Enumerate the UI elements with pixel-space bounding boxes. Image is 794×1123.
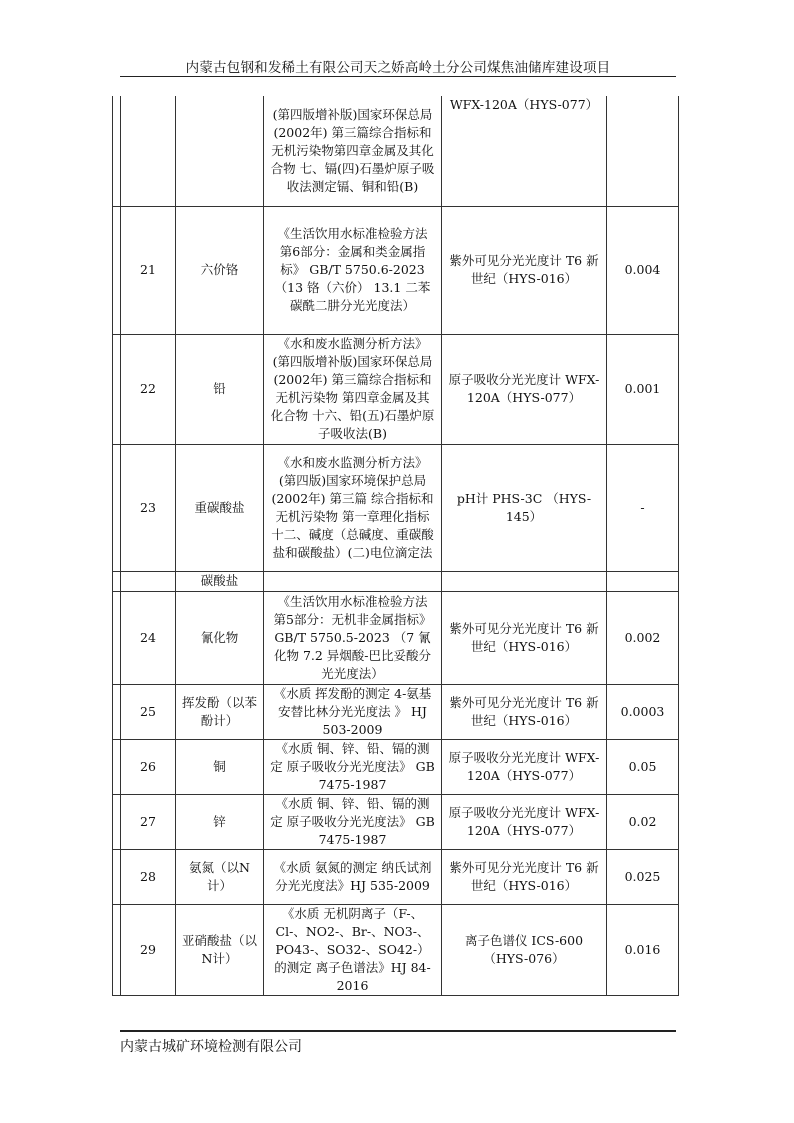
item-cell: 重碳酸盐 (176, 444, 264, 571)
item-cell: 锌 (176, 794, 264, 849)
instrument-cell: 紫外可见分光光度计 T6 新世纪（HYS-016） (442, 849, 607, 904)
row-number-cell: 24 (121, 591, 176, 684)
instrument-cell: 原子吸收分光光度计 WFX-120A（HYS-077） (442, 739, 607, 794)
row-number-cell: 22 (121, 334, 176, 444)
table-row (113, 96, 679, 206)
row-number-cell (121, 571, 176, 591)
item-cell: 碳酸盐 (176, 571, 264, 591)
method-cell: 《水和废水监测分析方法》(第四版增补版)国家环保总局(2002年) 第三篇综合指标和无机污染物 第四章金属及其化合物 十六、铅(五)石墨炉原子吸收法(B) (264, 334, 442, 444)
row-number-cell: 28 (121, 849, 176, 904)
method-cell: 《水质 无机阴离子（F-、Cl-、NO2-、Br-、NO3-、PO43-、SO32-、SO42-）的测定 离子色谱法》HJ 84-2016 (264, 904, 442, 995)
method-cell: 《生活饮用水标准检验方法 第6部分：金属和类金属指标》 GB/T 5750.6-2023 （13 铬（六价） 13.1 二苯碳酰二肼分光光度法） (264, 206, 442, 334)
footer-company: 内蒙古城矿环境检测有限公司 (120, 1039, 302, 1055)
table-row (113, 684, 679, 739)
table-row (113, 571, 679, 591)
table-row (113, 849, 679, 904)
row-number-cell (121, 96, 176, 206)
table-row (113, 591, 679, 684)
limit-cell (607, 96, 679, 206)
row-number-cell: 21 (121, 206, 176, 334)
method-cell: 《水质 氨氮的测定 纳氏试剂分光光度法》HJ 535-2009 (264, 849, 442, 904)
method-cell: 《水质 铜、锌、铅、镉的测定 原子吸收分光光度法》 GB 7475-1987 (264, 794, 442, 849)
method-cell: 《水质 挥发酚的测定 4-氨基安替比林分光光度法 》 HJ 503-2009 (264, 684, 442, 739)
table-row (113, 739, 679, 794)
item-cell: 铜 (176, 739, 264, 794)
limit-cell: - (607, 444, 679, 571)
item-cell: 铅 (176, 334, 264, 444)
left-margin-cell (113, 849, 121, 904)
page-header-title: 内蒙古包钢和发稀土有限公司天之娇高岭土分公司煤焦油储库建设项目 (185, 60, 611, 76)
table-row (113, 904, 679, 995)
limit-cell: 0.05 (607, 739, 679, 794)
left-margin-cell (113, 684, 121, 739)
limit-cell: 0.016 (607, 904, 679, 995)
instrument-cell: 离子色谱仪 ICS-600 （HYS-076） (442, 904, 607, 995)
left-margin-cell (113, 96, 121, 206)
instrument-cell: 紫外可见分光光度计 T6 新世纪（HYS-016） (442, 591, 607, 684)
instrument-cell: 紫外可见分光光度计 T6 新世纪（HYS-016） (442, 684, 607, 739)
row-number-cell: 25 (121, 684, 176, 739)
instrument-cell: pH计 PHS-3C （HYS-145） (442, 444, 607, 571)
item-cell: 氰化物 (176, 591, 264, 684)
left-margin-cell (113, 591, 121, 684)
row-number-cell: 29 (121, 904, 176, 995)
left-margin-cell (113, 571, 121, 591)
row-number-cell: 26 (121, 739, 176, 794)
left-margin-cell (113, 904, 121, 995)
table-row (113, 444, 679, 571)
left-margin-cell (113, 206, 121, 334)
instrument-cell: 紫外可见分光光度计 T6 新世纪（HYS-016） (442, 206, 607, 334)
limit-cell: 0.0003 (607, 684, 679, 739)
limit-cell: 0.004 (607, 206, 679, 334)
method-cell: (第四版增补版)国家环保总局(2002年) 第三篇综合指标和无机污染物第四章金属及其化合物 七、镉(四)石墨炉原子吸收法测定镉、铜和铅(B) (264, 96, 442, 206)
instrument-cell: WFX-120A（HYS-077） (442, 96, 607, 206)
instrument-cell: 原子吸收分光光度计 WFX-120A（HYS-077） (442, 334, 607, 444)
item-cell: 氨氮（以N计） (176, 849, 264, 904)
header-divider (120, 76, 676, 77)
left-margin-cell (113, 444, 121, 571)
limit-cell (607, 571, 679, 591)
left-margin-cell (113, 334, 121, 444)
table-row (113, 794, 679, 849)
row-number-cell: 27 (121, 794, 176, 849)
table-row (113, 206, 679, 334)
left-margin-cell (113, 739, 121, 794)
table-row (113, 334, 679, 444)
method-cell: 《水质 铜、锌、铅、镉的测定 原子吸收分光光度法》 GB 7475-1987 (264, 739, 442, 794)
limit-cell: 0.001 (607, 334, 679, 444)
limit-cell: 0.02 (607, 794, 679, 849)
item-cell: 亚硝酸盐（以N计） (176, 904, 264, 995)
test-methods-table (112, 96, 679, 996)
item-cell: 六价铬 (176, 206, 264, 334)
method-cell (264, 571, 442, 591)
method-cell: 《水和废水监测分析方法》(第四版)国家环境保护总局(2002年) 第三篇 综合指标和无机污染物 第一章理化指标 十二、碱度（总碱度、重碳酸盐和碳酸盐）(二)电位滴定法 (264, 444, 442, 571)
footer-divider (120, 1030, 676, 1032)
item-cell (176, 96, 264, 206)
limit-cell: 0.025 (607, 849, 679, 904)
left-margin-cell (113, 794, 121, 849)
instrument-cell: 原子吸收分光光度计 WFX-120A（HYS-077） (442, 794, 607, 849)
limit-cell: 0.002 (607, 591, 679, 684)
row-number-cell: 23 (121, 444, 176, 571)
method-cell: 《生活饮用水标准检验方法 第5部分：无机非金属指标》 GB/T 5750.5-2023 （7 氰化物 7.2 异烟酸-巴比妥酸分光光度法） (264, 591, 442, 684)
item-cell: 挥发酚（以苯酚计） (176, 684, 264, 739)
instrument-cell (442, 571, 607, 591)
